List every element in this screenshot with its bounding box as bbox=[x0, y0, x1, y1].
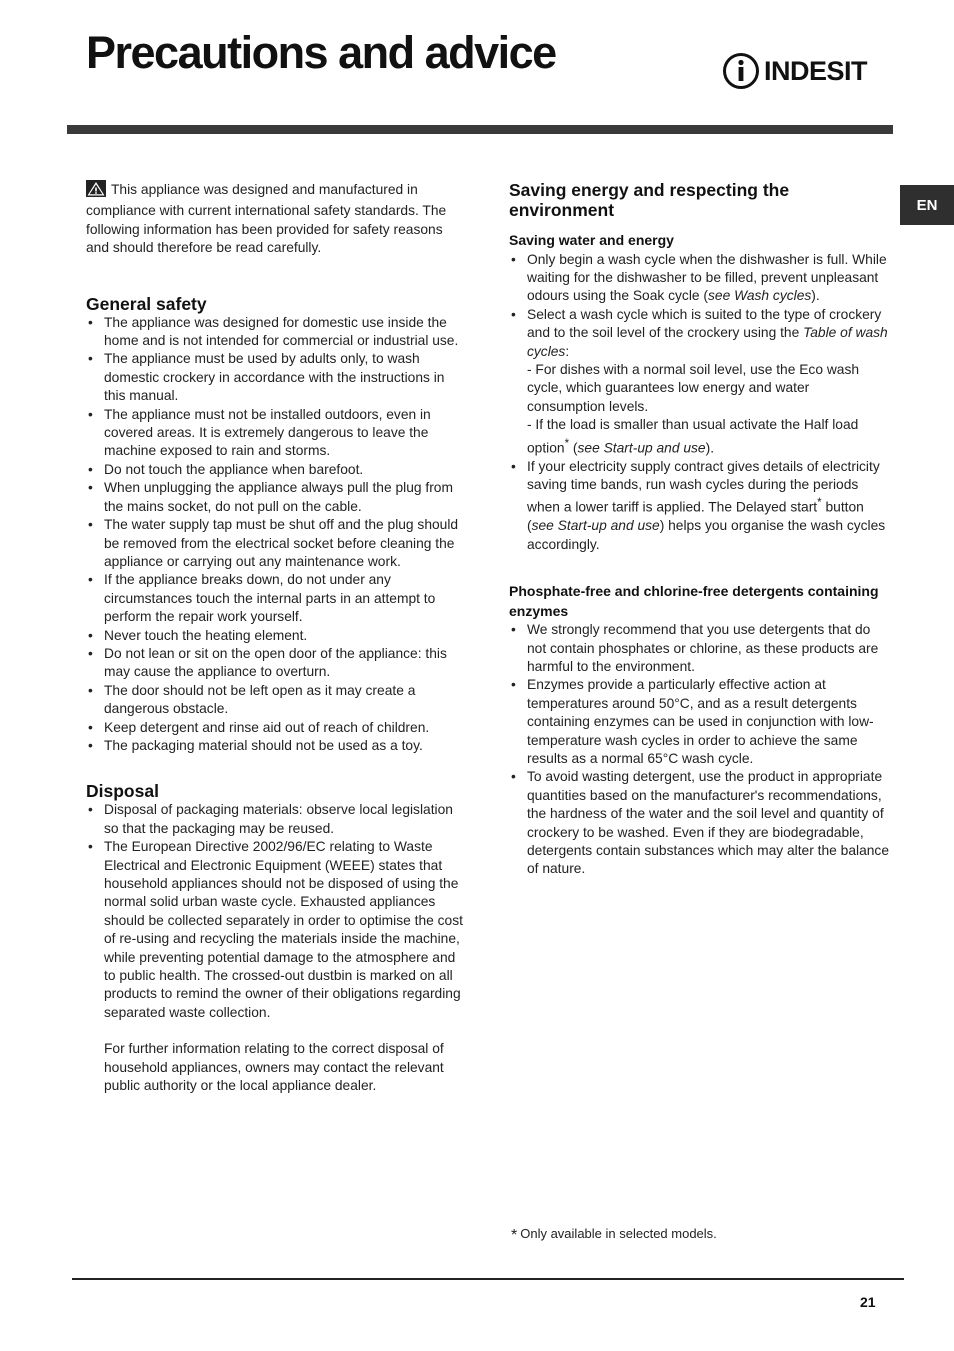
list-item: • The appliance was designed for domestic use inside the home and is not intended for commercial or industrial use. bbox=[86, 314, 464, 351]
list-item: • If the appliance breaks down, do not under any circumstances touch the internal parts in an attempt to perform the repair work yourself. bbox=[86, 571, 464, 626]
general-safety-list bbox=[86, 314, 464, 756]
list-item: • If your electricity supply contract gives details of electricity saving time bands, run wash cycles during the periods when a lower tariff is applied. The Delayed start* button (see Start-up and use) helps you organise the wash cycles accordingly. bbox=[509, 458, 889, 555]
warning-triangle-icon bbox=[86, 180, 106, 202]
footer-divider bbox=[72, 1278, 904, 1280]
detergents-subheading: Phosphate-free and chlorine-free detergents containing enzymes bbox=[509, 583, 879, 619]
list-item: • Never touch the heating element. bbox=[86, 627, 464, 645]
list-item: • The appliance must not be installed outdoors, even in covered areas. It is extremely dangerous to leave the machine exposed to rain and storms. bbox=[86, 406, 464, 461]
list-item: • The appliance must be used by adults only, to wash domestic crockery in accordance with the instructions in this manual. bbox=[86, 350, 464, 405]
list-item: • Do not touch the appliance when barefoot. bbox=[86, 461, 464, 479]
saving-water-energy-list bbox=[509, 251, 889, 555]
intro-text: This appliance was designed and manufactured in compliance with current international safety standards. The following information has been provided for safety reasons and should therefore be read carefully. bbox=[86, 182, 447, 256]
list-item: • Do not lean or sit on the open door of the appliance: this may cause the appliance to overturn. bbox=[86, 645, 464, 682]
cross-reference: see Start-up and use bbox=[531, 518, 660, 534]
left-column bbox=[86, 180, 464, 1095]
list-item: • The European Directive 2002/96/EC relating to Waste Electrical and Electronic Equipment (WEEE) states that household appliances should not be disposed of using the normal solid urban waste cycle. Exhausted appliances should be collected separately in order to optimise the cost of re-using and recycling the materials inside the machine, while preventing potential damage to the atmosphere and to public health. The crossed-out dustbin is marked on all products to remind the owner of their obligations regarding separated waste collection. bbox=[86, 838, 464, 1022]
list-item: • The door should not be left open as it may create a dangerous obstacle. bbox=[86, 682, 464, 719]
disposal-extra-paragraph: For further information relating to the correct disposal of household appliances, owners may contact the relevant public authority or the local appliance dealer. bbox=[104, 1041, 444, 1094]
page-title: Precautions and advice bbox=[86, 27, 556, 78]
list-item: • Enzymes provide a particularly effective action at temperatures around 50°C, and as a result detergents containing enzymes can be used in conjunction with low-temperature wash cycles in order to achieve the same results as a normal 65°C wash cycle. bbox=[509, 676, 889, 768]
list-item: • The packaging material should not be used as a toy. bbox=[86, 737, 464, 755]
indesit-i-logo-icon bbox=[722, 52, 760, 90]
list-item: • Disposal of packaging materials: observe local legislation so that the packaging may be reused. bbox=[86, 801, 464, 838]
list-item: • The water supply tap must be shut off and the plug should be removed from the electrical socket before cleaning the appliance or carrying out any maintenance work. bbox=[86, 516, 464, 571]
disposal-list bbox=[86, 801, 464, 1022]
brand-logo bbox=[722, 52, 867, 90]
disposal-heading: Disposal bbox=[86, 781, 159, 802]
footnote-text: Only available in selected models. bbox=[520, 1226, 717, 1241]
list-item: • Keep detergent and rinse aid out of reach of children. bbox=[86, 719, 464, 737]
page-number: 21 bbox=[860, 1294, 876, 1310]
detergents-list bbox=[509, 621, 889, 879]
cross-reference: Table of wash cycles bbox=[527, 325, 888, 359]
language-tab: EN bbox=[900, 185, 954, 225]
saving-heading: Saving energy and respecting the environment bbox=[509, 180, 790, 220]
footnote bbox=[511, 1226, 717, 1245]
list-item: • We strongly recommend that you use detergents that do not contain phosphates or chlorine, as these products are harmful to the environment. bbox=[509, 621, 889, 676]
right-column bbox=[509, 180, 889, 879]
general-safety-heading: General safety bbox=[86, 293, 207, 314]
cross-reference: see Wash cycles bbox=[708, 288, 812, 304]
list-item: • Select a wash cycle which is suited to the type of crockery and to the soil level of the crockery using the Table of wash cycles: - For dishes with a normal soil level, use the Eco wash cycle, which guarantees low energy and water consumption levels. - If the load is smaller than usual activate the Half load option* (see Start-up and use). bbox=[509, 306, 889, 458]
list-item: • When unplugging the appliance always pull the plug from the mains socket, do not pull on the cable. bbox=[86, 479, 464, 516]
footnote-star: * bbox=[511, 1227, 518, 1244]
list-item: • Only begin a wash cycle when the dishwasher is full. While waiting for the dishwasher to be filled, prevent unpleasant odours using the Soak cycle (see Wash cycles). bbox=[509, 251, 889, 306]
header-divider bbox=[67, 125, 893, 134]
brand-name: INDESIT bbox=[764, 55, 868, 86]
cross-reference: see Start-up and use bbox=[577, 440, 706, 456]
list-item: • To avoid wasting detergent, use the product in appropriate quantities based on the manufacturer's recommendations, the hardness of the water and the soil level and quantity of crockery to be washed. Even if they are biodegradable, detergents contain substances which may alter the balance of nature. bbox=[509, 768, 889, 878]
intro-paragraph bbox=[86, 180, 464, 258]
saving-water-energy-subheading: Saving water and energy bbox=[509, 232, 674, 248]
